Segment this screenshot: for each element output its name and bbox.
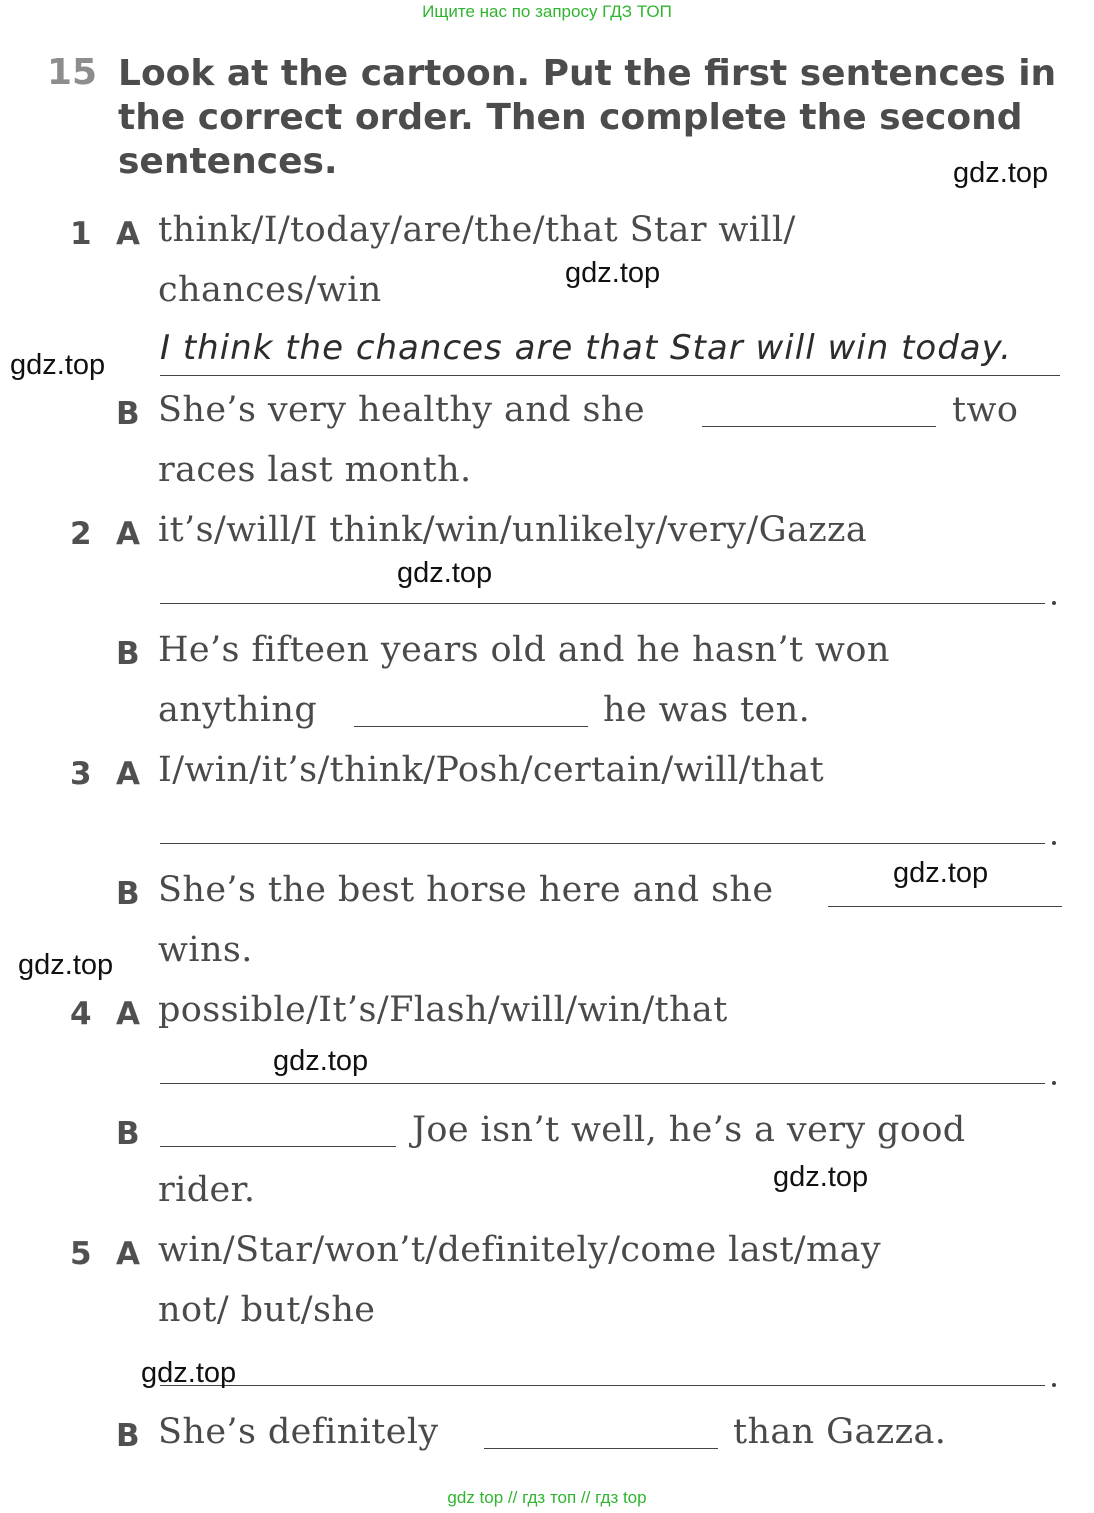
item-5a-answer-line[interactable] xyxy=(160,1385,1045,1386)
item-4a-answer-line[interactable] xyxy=(160,1083,1045,1084)
watermark-6: gdz.top xyxy=(18,949,114,981)
item-1b-text-line-2: races last month. xyxy=(158,450,472,490)
item-4b-text-end: Joe isn’t well, he’s a very good xyxy=(412,1110,966,1150)
exercise-number: 15 xyxy=(47,52,98,93)
item-2a-prompt: it’s/will/I think/win/unlikely/very/Gazza xyxy=(158,510,868,550)
watermark-9: gdz.top xyxy=(141,1357,237,1389)
item-1b-label: B xyxy=(116,396,140,432)
item-4b-text-line-2: rider. xyxy=(158,1170,256,1210)
item-3a-answer-line[interactable] xyxy=(160,843,1045,844)
item-5b-blank[interactable] xyxy=(484,1448,718,1449)
item-2b-label: B xyxy=(116,636,140,672)
item-5a-prompt-line-2: not/ but/she xyxy=(158,1290,376,1330)
item-5b-text-end: than Gazza. xyxy=(733,1412,947,1452)
item-3a-label: A xyxy=(116,756,140,792)
item-4a-period xyxy=(1052,1081,1056,1085)
item-3a-period xyxy=(1052,841,1056,845)
item-4b-label: B xyxy=(116,1116,140,1152)
watermark-2: gdz.top xyxy=(565,257,661,289)
item-5-number: 5 xyxy=(70,1236,92,1272)
item-1a-answer-line xyxy=(160,375,1060,376)
watermark-8: gdz.top xyxy=(773,1161,869,1193)
item-2b-text-line-1: He’s fifteen years old and he hasn’t won xyxy=(158,630,890,670)
item-3b-text-line-1: She’s the best horse here and she xyxy=(158,870,774,910)
item-4-number: 4 xyxy=(70,996,92,1032)
item-3b-blank[interactable] xyxy=(828,906,1062,907)
item-3a-prompt: I/win/it’s/think/Posh/certain/will/that xyxy=(158,750,825,790)
item-2a-answer-line[interactable] xyxy=(160,603,1045,604)
item-2b-text-end: he was ten. xyxy=(603,690,811,730)
item-3b-label: B xyxy=(116,876,140,912)
item-5b-text-start: She’s definitely xyxy=(158,1412,439,1452)
item-2b-text-start: anything xyxy=(158,690,318,730)
watermark-4: gdz.top xyxy=(397,557,493,589)
item-1b-text-end: two xyxy=(952,390,1019,430)
watermark-1: gdz.top xyxy=(953,157,1049,189)
item-3b-text-line-2: wins. xyxy=(158,930,253,970)
item-2a-label: A xyxy=(116,516,140,552)
item-2a-period xyxy=(1052,601,1056,605)
item-1b-text-start: She’s very healthy and she xyxy=(158,390,645,430)
item-2b-blank[interactable] xyxy=(354,726,588,727)
item-5a-period xyxy=(1052,1383,1056,1387)
watermark-7: gdz.top xyxy=(273,1045,369,1077)
instruction-line-3: sentences. xyxy=(118,141,338,182)
item-1a-label: A xyxy=(116,216,140,252)
item-4a-label: A xyxy=(116,996,140,1032)
item-5b-label: B xyxy=(116,1418,140,1454)
instruction-line-2: the correct order. Then complete the second xyxy=(118,97,1023,138)
bottom-banner[interactable]: gdz top // гдз топ // гдз top xyxy=(447,1488,647,1507)
item-1a-prompt-line-1: think/I/today/are/the/that Star will/ xyxy=(158,210,796,250)
item-3-number: 3 xyxy=(70,756,92,792)
watermark-5: gdz.top xyxy=(893,857,989,889)
item-5a-prompt-line-1: win/Star/won’t/definitely/come last/may xyxy=(158,1230,882,1270)
item-4a-prompt: possible/It’s/Flash/will/win/that xyxy=(158,990,728,1030)
item-5a-label: A xyxy=(116,1236,140,1272)
watermark-3: gdz.top xyxy=(10,349,106,381)
instruction-line-1: Look at the cartoon. Put the first sentences in xyxy=(118,53,1057,94)
item-2-number: 2 xyxy=(70,516,92,552)
item-1-number: 1 xyxy=(70,216,92,252)
item-1a-prompt-line-2: chances/win xyxy=(158,270,382,310)
item-1b-blank[interactable] xyxy=(702,426,936,427)
top-banner[interactable]: Ищите нас по запросу ГДЗ ТОП xyxy=(422,2,672,21)
item-4b-blank[interactable] xyxy=(160,1146,396,1147)
item-1a-answer: I think the chances are that Star will win today. xyxy=(160,328,1012,368)
